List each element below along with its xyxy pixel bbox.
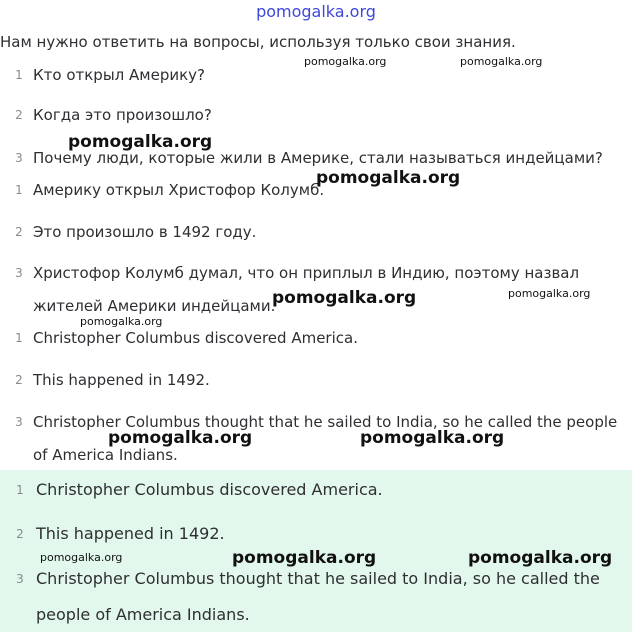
item-number: 3	[15, 266, 23, 280]
item-text: Когда это произошло?	[33, 106, 212, 124]
list-item	[0, 106, 632, 126]
site-header[interactable]: pomogalka.org	[256, 2, 376, 21]
item-number: 1	[16, 483, 24, 497]
watermark: pomogalka.org	[360, 428, 505, 448]
watermark: pomogalka.org	[68, 132, 213, 152]
watermark: pomogalka.org	[316, 168, 461, 188]
list-item	[0, 66, 632, 86]
list-item	[0, 413, 632, 469]
item-text: Кто открыл Америку?	[33, 66, 206, 84]
item-number: 3	[15, 415, 23, 429]
intro-text: Нам нужно ответить на вопросы, используя только свои знания.	[0, 33, 516, 51]
list-item	[0, 223, 632, 243]
item-text-line1: Christopher Columbus thought that he sailed to India, so he called the people	[33, 413, 618, 431]
item-text: Christopher Columbus discovered America.	[36, 480, 383, 499]
item-number: 2	[15, 108, 23, 122]
watermark: pomogalka.org	[468, 548, 613, 568]
watermark: pomogalka.org	[272, 288, 417, 308]
item-text-line1: Christopher Columbus thought that he sailed to India, so he called the	[36, 569, 600, 588]
watermark: pomogalka.org	[232, 548, 377, 568]
list-item	[0, 480, 632, 502]
item-number: 3	[15, 151, 23, 165]
item-number: 2	[16, 527, 24, 541]
item-number: 1	[15, 183, 23, 197]
item-text: Америку открыл Христофор Колумб.	[33, 181, 325, 199]
watermark: pomogalka.org	[40, 551, 123, 564]
list-item	[0, 371, 632, 391]
list-item	[0, 569, 632, 629]
list-item	[0, 329, 632, 349]
item-number: 2	[15, 373, 23, 387]
item-text: This happened in 1492.	[36, 524, 225, 543]
watermark: pomogalka.org	[508, 287, 591, 300]
item-number: 1	[15, 331, 23, 345]
watermark: pomogalka.org	[460, 55, 543, 68]
item-text-line2: of America Indians.	[33, 446, 178, 464]
item-text: Это произошло в 1492 году.	[33, 223, 257, 241]
watermark: pomogalka.org	[304, 55, 387, 68]
item-text-line2: people of America Indians.	[36, 605, 250, 624]
item-text-line1: Христофор Колумб думал, что он приплыл в Индию, поэтому назвал	[33, 264, 580, 282]
item-number: 1	[15, 68, 23, 82]
item-text: This happened in 1492.	[33, 371, 210, 389]
watermark: pomogalka.org	[108, 428, 253, 448]
watermark: pomogalka.org	[80, 315, 163, 328]
item-number: 3	[16, 572, 24, 586]
item-text: Почему люди, которые жили в Америке, стали называться индейцами?	[33, 149, 603, 167]
item-number: 2	[15, 225, 23, 239]
item-text: Christopher Columbus discovered America.	[33, 329, 358, 347]
list-item	[0, 149, 632, 169]
list-item	[0, 524, 632, 546]
item-text-line2: жителей Америки индейцами.	[33, 297, 276, 315]
